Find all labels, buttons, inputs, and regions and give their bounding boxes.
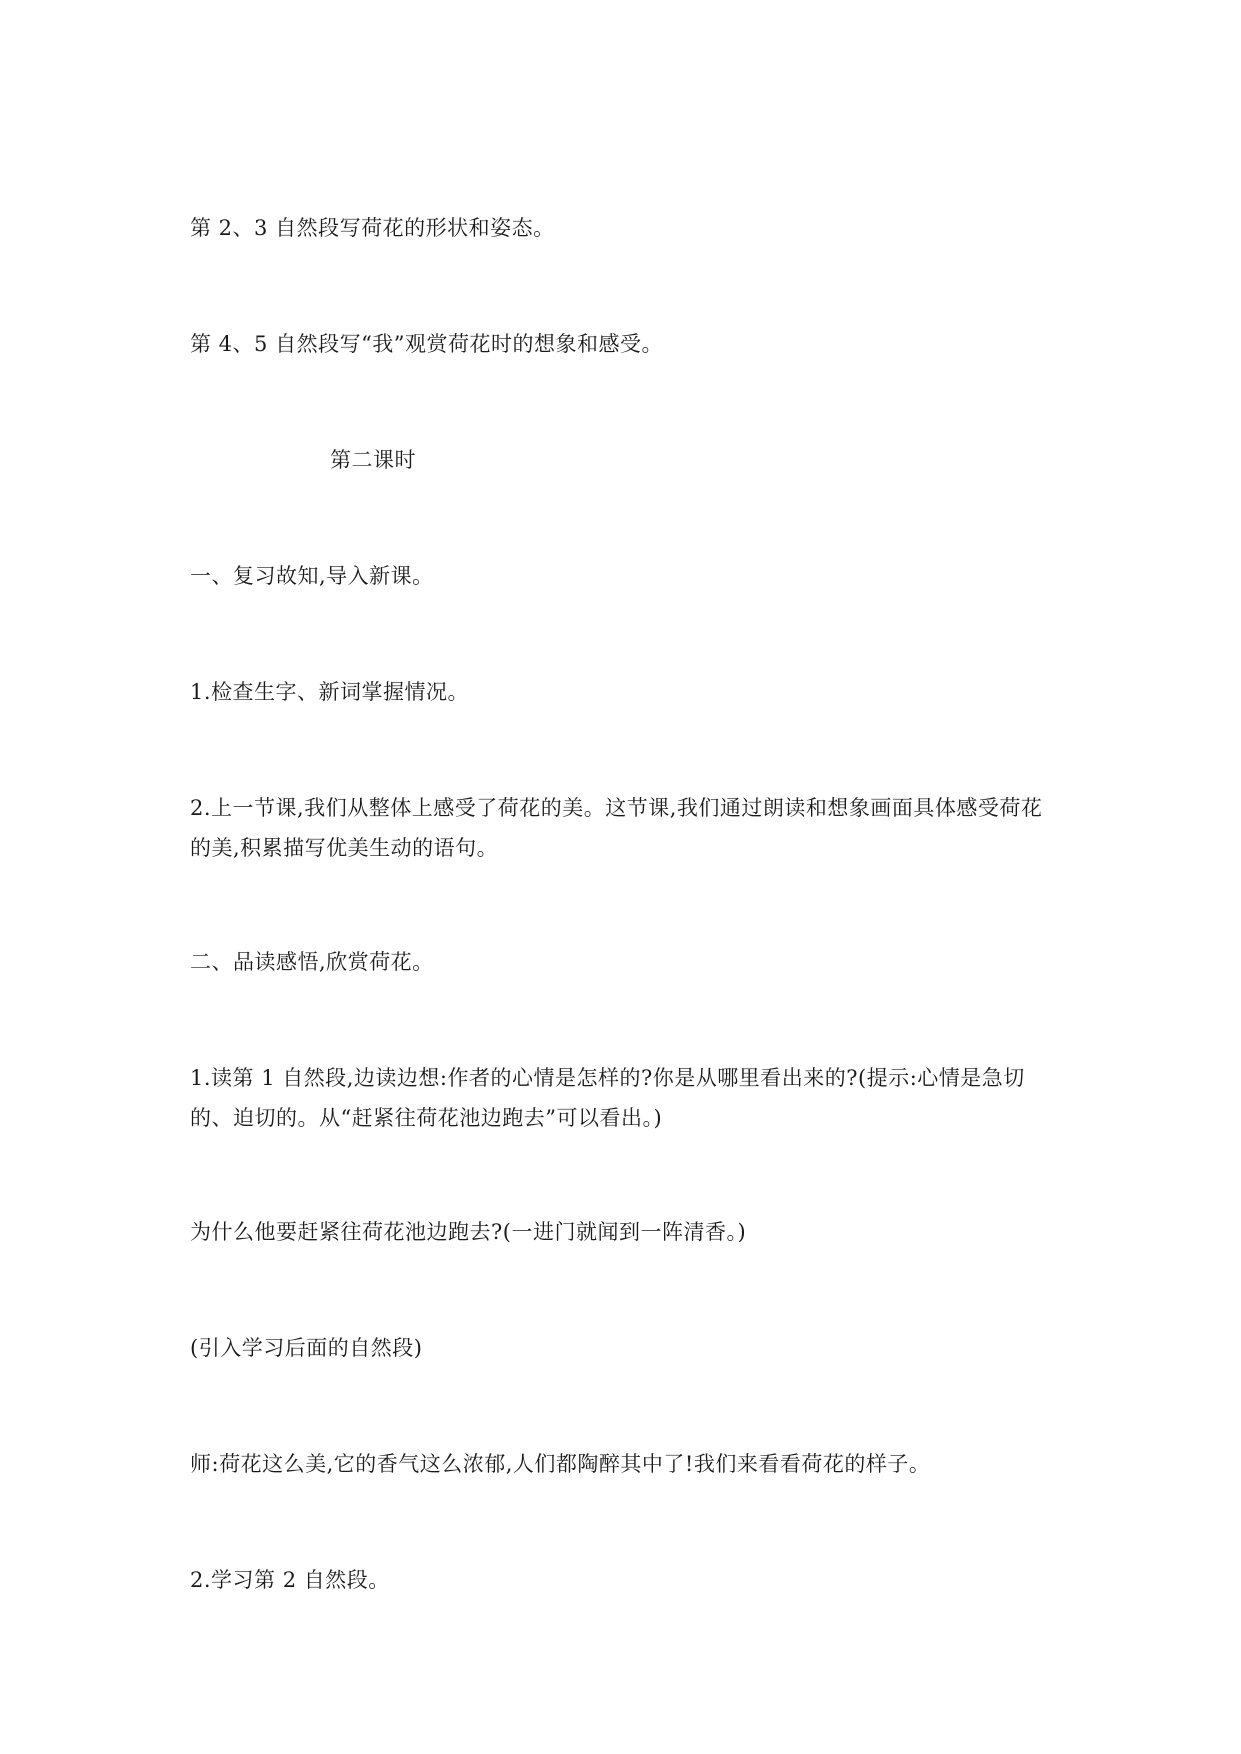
step-two-item-2: 2.学习第 2 自然段。 bbox=[190, 1568, 390, 1592]
note-paragraph: (引入学习后面的自然段) bbox=[190, 1336, 423, 1360]
section-heading-second-lesson: 第二课时 bbox=[330, 448, 416, 472]
step-two-heading: 二、品读感悟,欣赏荷花。 bbox=[190, 950, 434, 974]
step-one-item-1: 1.检查生字、新词掌握情况。 bbox=[190, 680, 470, 704]
step-one-item-2: 2.上一节课,我们从整体上感受了荷花的美。这节课,我们通过朗读和想象画面具体感受荷花的美,积累描写优美生动的语句。 bbox=[190, 796, 1043, 860]
question-paragraph: 为什么他要赶紧往荷花池边跑去?(一进门就闻到一阵清香。) bbox=[190, 1220, 747, 1244]
step-two-item-1: 1.读第 1 自然段,边读边想:作者的心情是怎样的?你是从哪里看出来的?(提示:心情是急切的、迫切的。从“赶紧往荷花池边跑去”可以看出。) bbox=[190, 1066, 1025, 1130]
paragraph-structure-4-5: 第 4、5 自然段写“我”观赏荷花时的想象和感受。 bbox=[190, 332, 664, 356]
teacher-paragraph: 师:荷花这么美,它的香气这么浓郁,人们都陶醉其中了!我们来看看荷花的样子。 bbox=[190, 1452, 931, 1476]
paragraph-structure-2-3: 第 2、3 自然段写荷花的形状和姿态。 bbox=[190, 216, 555, 240]
step-one-heading: 一、复习故知,导入新课。 bbox=[190, 564, 434, 588]
